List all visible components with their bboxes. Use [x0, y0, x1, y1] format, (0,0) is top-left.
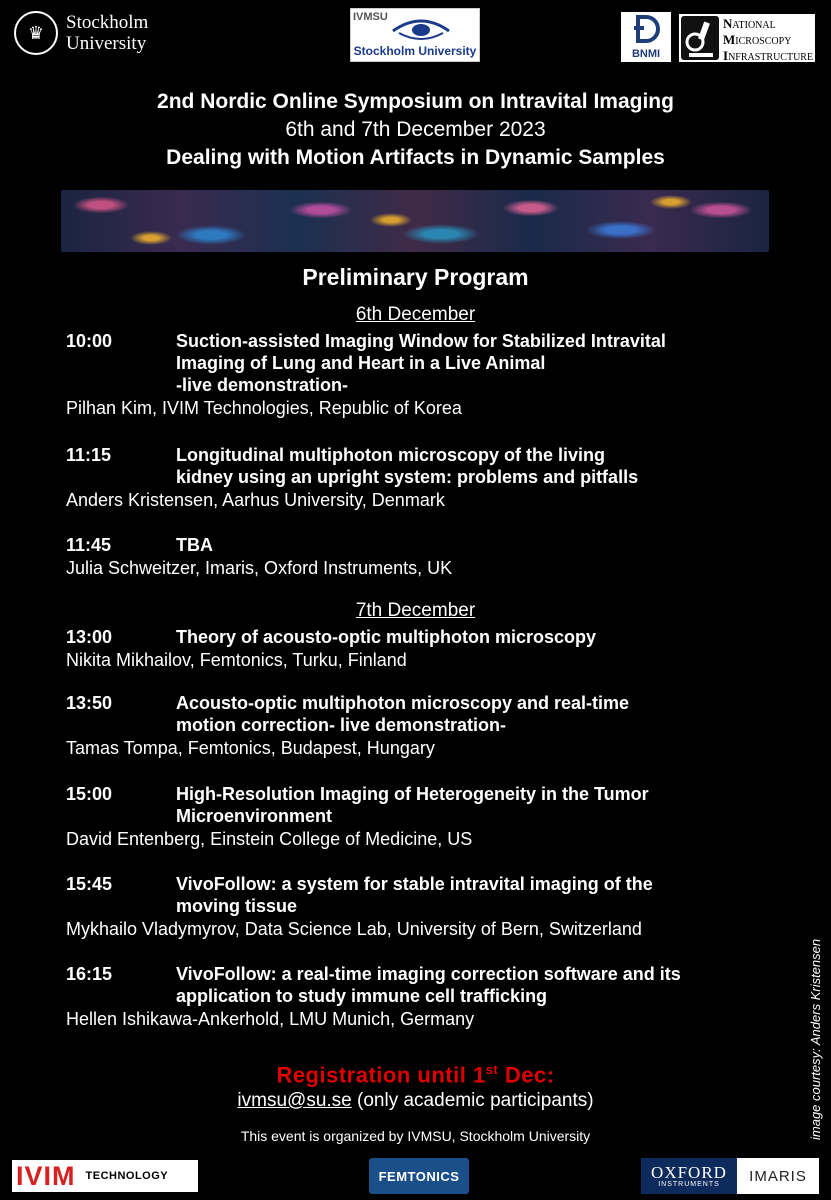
nmi-text: [723, 17, 813, 65]
nmi-cap-2: M: [723, 32, 736, 47]
talk-title-line: kidney using an upright system: problems and pitfalls: [176, 467, 639, 487]
program-entry: [66, 444, 766, 511]
talk-title-line: moving tissue: [176, 896, 298, 916]
oxford-instruments-logo: [641, 1158, 737, 1194]
program-heading: Preliminary Program: [302, 264, 529, 290]
ivim-technology-text: TECHNOLOGY: [85, 1170, 169, 1182]
talk-time: 13:50: [66, 693, 113, 713]
talk-title-line: Suction-assisted Imaging Window for Stabilized Intravital: [176, 331, 666, 351]
talk-title: [176, 963, 756, 1007]
talk-time: 16:15: [66, 964, 113, 984]
femtonics-logo: [369, 1158, 469, 1194]
talk-speaker: Julia Schweitzer, Imaris, Oxford Instruments, UK: [66, 558, 453, 578]
contact-line: [0, 1090, 831, 1112]
su-name-line1: Stockholm: [66, 12, 149, 33]
talk-speaker: Pilhan Kim, IVIM Technologies, Republic of Korea: [66, 398, 462, 418]
talk-speaker: Anders Kristensen, Aarhus University, Denmark: [66, 490, 445, 510]
oxford-imaris-logo: [641, 1158, 819, 1194]
symposium-subtitle: Dealing with Motion Artifacts in Dynamic Samples: [166, 146, 665, 169]
talk-title: [176, 692, 756, 736]
talk-title-line: High-Resolution Imaging of Heterogeneity in the Tumor: [176, 784, 649, 804]
talk-time: 15:45: [66, 874, 113, 894]
registration-text: Registration until 1: [276, 1062, 486, 1088]
talk-time: 11:45: [66, 535, 112, 555]
ivmsu-sub: Stockholm University: [353, 44, 477, 58]
day-heading: 6th December: [355, 304, 476, 325]
day-heading: 7th December: [355, 600, 476, 621]
image-credit: image courtesy: Anders Kristensen: [808, 938, 823, 1140]
talk-time: 13:00: [66, 627, 113, 647]
program-entry: [66, 963, 766, 1030]
ivim-wordmark: IVIM: [16, 1160, 76, 1191]
talk-title: [176, 873, 756, 917]
organizer-note: This event is organized by IVMSU, Stockholm University: [240, 1128, 591, 1144]
talk-time: 10:00: [66, 331, 113, 351]
nmi-logo: [677, 12, 817, 64]
talk-title-line: application to study immune cell trafficking: [176, 986, 548, 1006]
talk-title-line: Theory of acousto-optic multiphoton microscopy: [176, 627, 597, 647]
program-entry: [66, 330, 766, 419]
nmi-cap-1: N: [723, 16, 733, 31]
instruments-wordmark: INSTRUMENTS: [658, 1181, 720, 1188]
bnmi-d-icon: [621, 12, 671, 46]
eye-icon: [391, 15, 451, 43]
registration-notice: [0, 1062, 831, 1088]
program-entry: [66, 626, 766, 671]
femtonics-wordmark: FEMTONICS: [378, 1168, 460, 1184]
talk-speaker: Hellen Ishikawa-Ankerhold, LMU Munich, Germany: [66, 1009, 475, 1029]
symposium-dates: 6th and 7th December 2023: [285, 118, 546, 141]
talk-title: [176, 626, 756, 648]
program-entry: [66, 692, 766, 759]
program-entry: [66, 873, 766, 940]
registration-sup: st: [485, 1062, 499, 1077]
email-link[interactable]: ivmsu@su.se: [237, 1090, 352, 1111]
symposium-title: 2nd Nordic Online Symposium on Intravital Imaging: [157, 90, 674, 113]
oxford-wordmark: OXFORD: [651, 1163, 727, 1182]
talk-title: [176, 330, 756, 396]
nmi-rest-3: NFRASTRUCTURE: [728, 52, 814, 63]
su-name: [66, 12, 148, 54]
nmi-rest-2: ICROSCOPY: [735, 36, 792, 47]
talk-time: 11:15: [66, 445, 112, 465]
stockholm-university-logo: [14, 8, 184, 58]
talk-title: [176, 534, 756, 556]
talk-time: 15:00: [66, 784, 113, 804]
bnmi-label: BNMI: [631, 48, 661, 60]
nmi-cap-3: I: [723, 48, 729, 63]
talk-speaker: David Entenberg, Einstein College of Medicine, US: [66, 829, 473, 849]
talk-title-line: Imaging of Lung and Heart in a Live Animal: [176, 353, 546, 373]
talk-title-line: Acousto-optic multiphoton microscopy and real-time: [176, 693, 630, 713]
microscopy-banner-image: [61, 190, 769, 252]
nmi-rest-1: ATIONAL: [732, 20, 776, 31]
talk-title-line: Longitudinal multiphoton microscopy of the living: [176, 445, 605, 465]
imaris-wordmark: IMARIS: [749, 1167, 807, 1185]
ivim-technology-logo: [12, 1160, 198, 1192]
university-seal-icon: ♛: [14, 11, 58, 55]
talk-title-line: motion correction- live demonstration-: [176, 715, 507, 735]
talk-title-line: Microenvironment: [176, 806, 333, 826]
program-entry: [66, 534, 766, 579]
talk-title-line: -live demonstration-: [176, 375, 349, 395]
talk-title-line: TBA: [176, 535, 213, 555]
registration-tail: Dec:: [498, 1062, 555, 1088]
microscope-icon: [681, 16, 719, 60]
talk-speaker: Nikita Mikhailov, Femtonics, Turku, Finland: [66, 650, 407, 670]
ivmsu-label: IVMSU: [353, 11, 388, 23]
talk-speaker: Tamas Tompa, Femtonics, Budapest, Hungary: [66, 738, 435, 758]
bnmi-logo: [621, 12, 671, 62]
su-name-line2: University: [66, 33, 147, 54]
talk-title-line: VivoFollow: a system for stable intravital imaging of the: [176, 874, 653, 894]
contact-note: (only academic participants): [351, 1090, 594, 1111]
talk-title: [176, 444, 756, 488]
talk-speaker: Mykhailo Vladymyrov, Data Science Lab, University of Bern, Switzerland: [66, 919, 642, 939]
talk-title-line: VivoFollow: a real-time imaging correction software and its: [176, 964, 681, 984]
ivmsu-logo: [350, 8, 480, 62]
talk-title: [176, 783, 756, 827]
program-entry: [66, 783, 766, 850]
